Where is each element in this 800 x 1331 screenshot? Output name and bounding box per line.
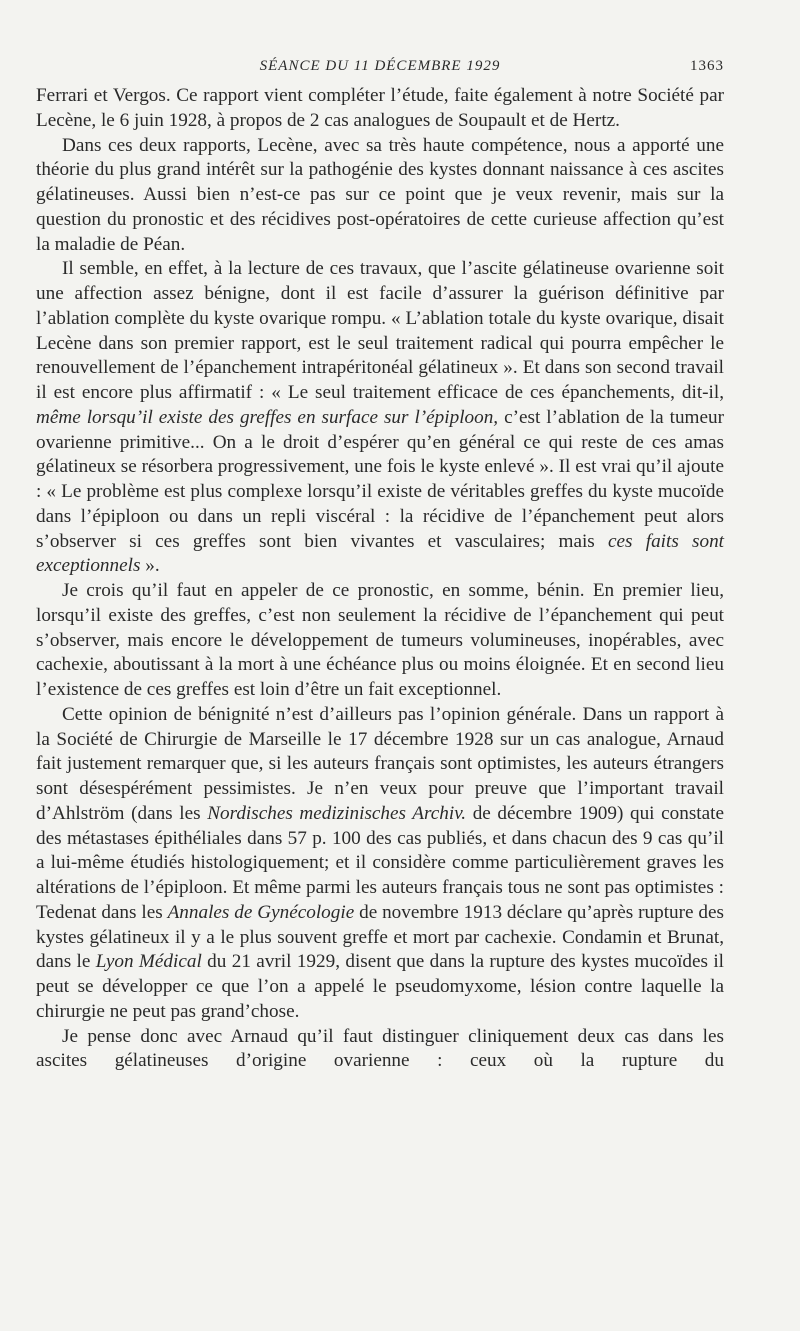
paragraph-6 [36,1025,724,1075]
paragraph-5-italic-3: Lyon Médical [95,951,202,973]
page-number: 1363 [690,58,724,74]
paragraph-5 [36,703,724,1025]
paragraph-3-text-e: ». [140,555,160,577]
paragraph-3-text-a: Il semble, en effet, à la lecture de ces travaux, que l’ascite gélatineuse ovarienne soit une affection assez bénigne, dont il est facile d’assurer la guérison définitive par l’ablation complète du kyste ovarique rompu. « L’ablation totale du kyste ovarique, disait Lecène dans son premier rapport, est le seul traitement radical qui pourra empêcher le renouvellement de l’épanchement intrapéritonéal gélatineux ». Et dans son second travail il est encore plus affirmatif : « Le seul traitement efficace de ces épanchements, dit-il, [36,258,724,403]
paragraph-3-text-c: c’est l’ablation de la tumeur ovarienne primitive... On a le droit d’espérer qu’en général ce qui reste de ces amas gélatineux se résorbera progressivement, une fois le kyste enlevé ». Il est vrai qu’il ajoute : « Le problème est plus complexe lorsqu’il existe de véritables greffes du kyste mucoïde dans l’épiploon ou dans un repli viscéral : la récidive de l’épanchement peut alors s’observer si ces greffes sont bien vivantes et vasculaires; mais [36,406,724,552]
paragraph-4-text: Je crois qu’il faut en appeler de ce pronostic, en somme, bénin. En premier lieu, lorsqu’il existe des greffes, c’est non seulement la récidive de l’épanchement qui peut s’observer, mais encore le développement de tumeurs volumineuses, inopérables, avec cachexie, aboutissant à la mort à une échéance plus ou moins éloignée. Et en second lieu l’existence de ces greffes est loin d’être un fait exceptionnel. [36,580,724,700]
article-body [36,84,724,1074]
paragraph-3-italic-1: même lorsqu’il existe des greffes en surface sur l’épiploon, [36,406,499,428]
page [36,58,724,1074]
paragraph-5-text-c: de décembre 1909) qui constate des métastases épithéliales dans 57 p. 100 des cas publiés, et dans chacun des 9 cas qu’il a lui-même étudiés histologiquement; et il considère comme particulièrement graves les altérations de l’épiploon. Et même parmi les auteurs français tous ne sont pas optimistes : Tedenat dans les [36,802,724,923]
running-header [36,58,724,84]
paragraph-5-text-g: du 21 avril 1929, disent que dans la rupture des kystes mucoïdes il peut se développer ce que l’on a appelé le pseudomyxome, lésion contre laquelle la chirurgie ne peut pas grand’chose. [36,951,725,1022]
paragraph-3-italic-2: ces faits sont exceptionnels [36,530,725,577]
paragraph-5-italic-2: Annales de Gynécologie [167,901,355,923]
paragraph-5-text-e: de novembre 1913 déclare qu’après rupture des kystes gélatineux il y a le plus souvent greffe et mort par cachexie. Condamin et Brunat, dans le [36,901,724,973]
paragraph-3 [36,257,724,579]
paragraph-6-text: Je pense donc avec Arnaud qu’il faut distinguer cliniquement deux cas dans les ascites gélatineuses d’origine ovarienne : ceux où la rupture du [36,1025,724,1072]
paragraph-5-italic-1: Nordisches medizinisches Archiv. [207,802,467,824]
paragraph-2 [36,134,724,258]
paragraph-2-text: Dans ces deux rapports, Lecène, avec sa très haute compétence, nous a apporté une théorie du plus grand intérêt sur la pathogénie des kystes donnant naissance à ces ascites gélatineuses. Aussi bien n’est-ce pas sur ce point que je veux revenir, mais sur la question du pronostic et des récidives post-opératoires de cette curieuse affection qu’est la maladie de Péan. [36,134,724,255]
paragraph-1 [36,84,724,134]
paragraph-4 [36,579,724,703]
header-title: SÉANCE DU 11 DÉCEMBRE 1929 [259,58,501,74]
paragraph-5-text-a: Cette opinion de bénignité n’est d’ailleurs pas l’opinion générale. Dans un rapport à la Société de Chirurgie de Marseille le 17 décembre 1928 sur un cas analogue, Arnaud fait justement remarquer que, si les auteurs français sont optimistes, les auteurs étrangers sont désespérément pessimistes. Je n’en veux pour preuve que l’important travail d’Ahlström (dans les [36,703,724,824]
paragraph-1-text: Ferrari et Vergos. Ce rapport vient compléter l’étude, faite également à notre Société par Lecène, le 6 juin 1928, à propos de 2 cas analogues de Soupault et de Hertz. [36,85,724,131]
